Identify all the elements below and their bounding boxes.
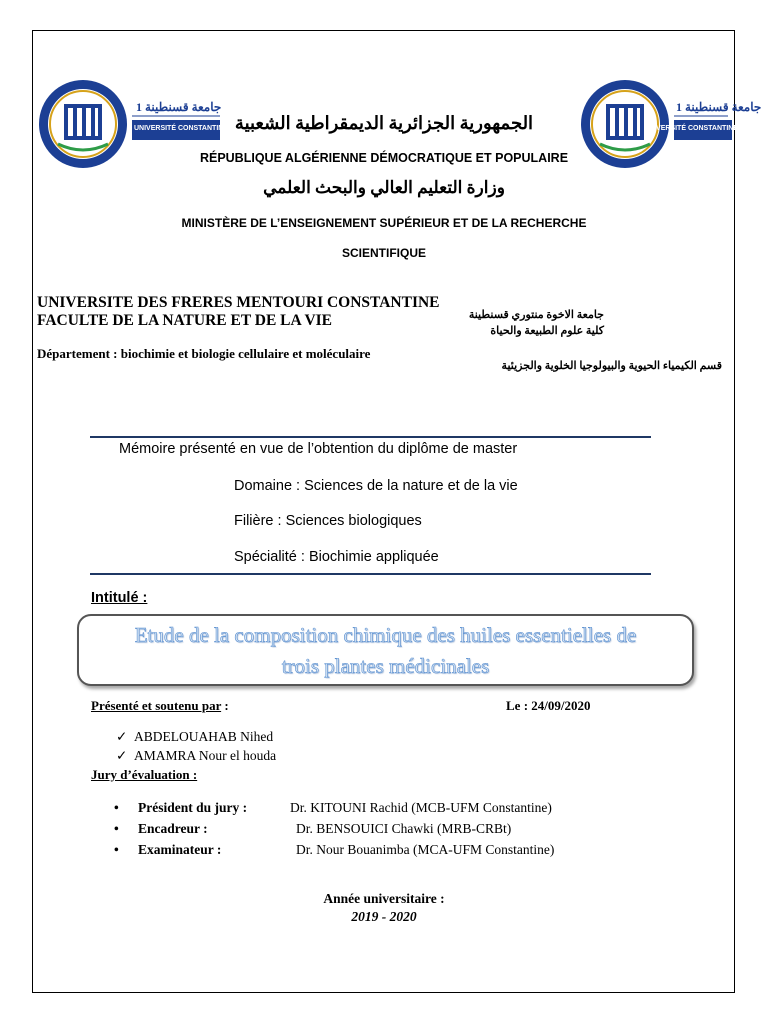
presented-by-text: Présenté et soutenu par xyxy=(91,698,222,713)
logo-right-arabic: جامعة قسنطينة 1 xyxy=(676,100,762,114)
memoire-domaine: Domaine : Sciences de la nature et de la vie xyxy=(234,478,518,494)
arabic-faculty-name: كلية علوم الطبيعة والحياة xyxy=(490,325,604,337)
defense-date: Le : 24/09/2020 xyxy=(506,698,591,713)
jury-role xyxy=(114,821,208,837)
republic-title: RÉPUBLIQUE ALGÉRIENNE DÉMOCRATIQUE ET POPULAIRE xyxy=(199,151,569,165)
presented-by-colon: : xyxy=(221,698,229,713)
department-name: Département : biochimie et biologie cellulaire et moléculaire xyxy=(37,346,371,361)
jury-role-label: Examinateur : xyxy=(138,842,222,857)
jury-member-name: Dr. KITOUNI Rachid (MCB-UFM Constantine) xyxy=(290,800,552,815)
divider-top xyxy=(90,436,651,438)
jury-member-name: Dr. BENSOUICI Chawki (MRB-CRBt) xyxy=(296,821,512,836)
divider-bottom xyxy=(90,573,651,575)
jury-role-label: Encadreur : xyxy=(138,821,208,836)
arabic-department-name: قسم الكيمياء الحيوية والبيولوجيا الخلوية والجزيئية xyxy=(501,360,722,372)
student-item xyxy=(116,748,276,764)
ministry-title-line1: MINISTÈRE DE L’ENSEIGNEMENT SUPÉRIEUR ET DE LA RECHERCHE xyxy=(181,216,587,230)
jury-label: Jury d’évaluation : xyxy=(91,767,198,782)
bullet-icon: • xyxy=(114,821,119,836)
check-icon: ✓ xyxy=(116,729,128,744)
bullet-icon: • xyxy=(114,842,119,857)
university-name: UNIVERSITE DES FRERES MENTOURI CONSTANTINE xyxy=(37,294,440,311)
arabic-university-name: جامعة الاخوة منتوري قسنطينة xyxy=(468,309,604,321)
jury-role xyxy=(114,842,221,858)
check-icon: ✓ xyxy=(116,748,128,763)
jury-member-name: Dr. Nour Bouanimba (MCA-UFM Constantine) xyxy=(296,842,555,857)
memoire-specialite: Spécialité : Biochimie appliquée xyxy=(234,549,439,565)
bullet-icon: • xyxy=(114,800,119,815)
arabic-republic-title: الجمهورية الجزائرية الديمقراطية الشعبية xyxy=(234,113,534,133)
faculty-name: FACULTE DE LA NATURE ET DE LA VIE xyxy=(37,312,333,329)
logo-right-latin: UNIVERSITÉ CONSTANTINE 1 xyxy=(644,125,744,132)
jury-role xyxy=(114,800,247,816)
ministry-title-line2: SCIENTIFIQUE xyxy=(341,246,426,260)
memoire-heading: Mémoire présenté en vue de l’obtention du diplôme de master xyxy=(119,441,518,457)
logo-left-arabic: جامعة قسنطينة 1 xyxy=(136,100,222,114)
thesis-title-line1: Etude de la composition chimique des huiles essentielles de xyxy=(134,623,637,647)
academic-year-label: Année universitaire : xyxy=(323,891,445,906)
jury-role-label: Président du jury : xyxy=(138,800,248,815)
student-name: ABDELOUAHAB Nihed xyxy=(134,729,274,744)
logo-left-latin: UNIVERSITÉ CONSTANTINE 1 xyxy=(134,125,234,132)
student-item xyxy=(116,729,273,745)
academic-year: 2019 - 2020 xyxy=(351,909,417,924)
student-name: AMAMRA Nour el houda xyxy=(134,748,277,763)
thesis-title-box xyxy=(77,614,694,686)
memoire-filiere: Filière : Sciences biologiques xyxy=(234,513,422,529)
thesis-title-line2: trois plantes médicinales xyxy=(281,654,490,678)
presented-by-label xyxy=(91,698,229,714)
arabic-ministry-title: وزارة التعليم العالي والبحث العلمي xyxy=(263,178,505,197)
intitule-label: Intitulé : xyxy=(91,590,148,606)
